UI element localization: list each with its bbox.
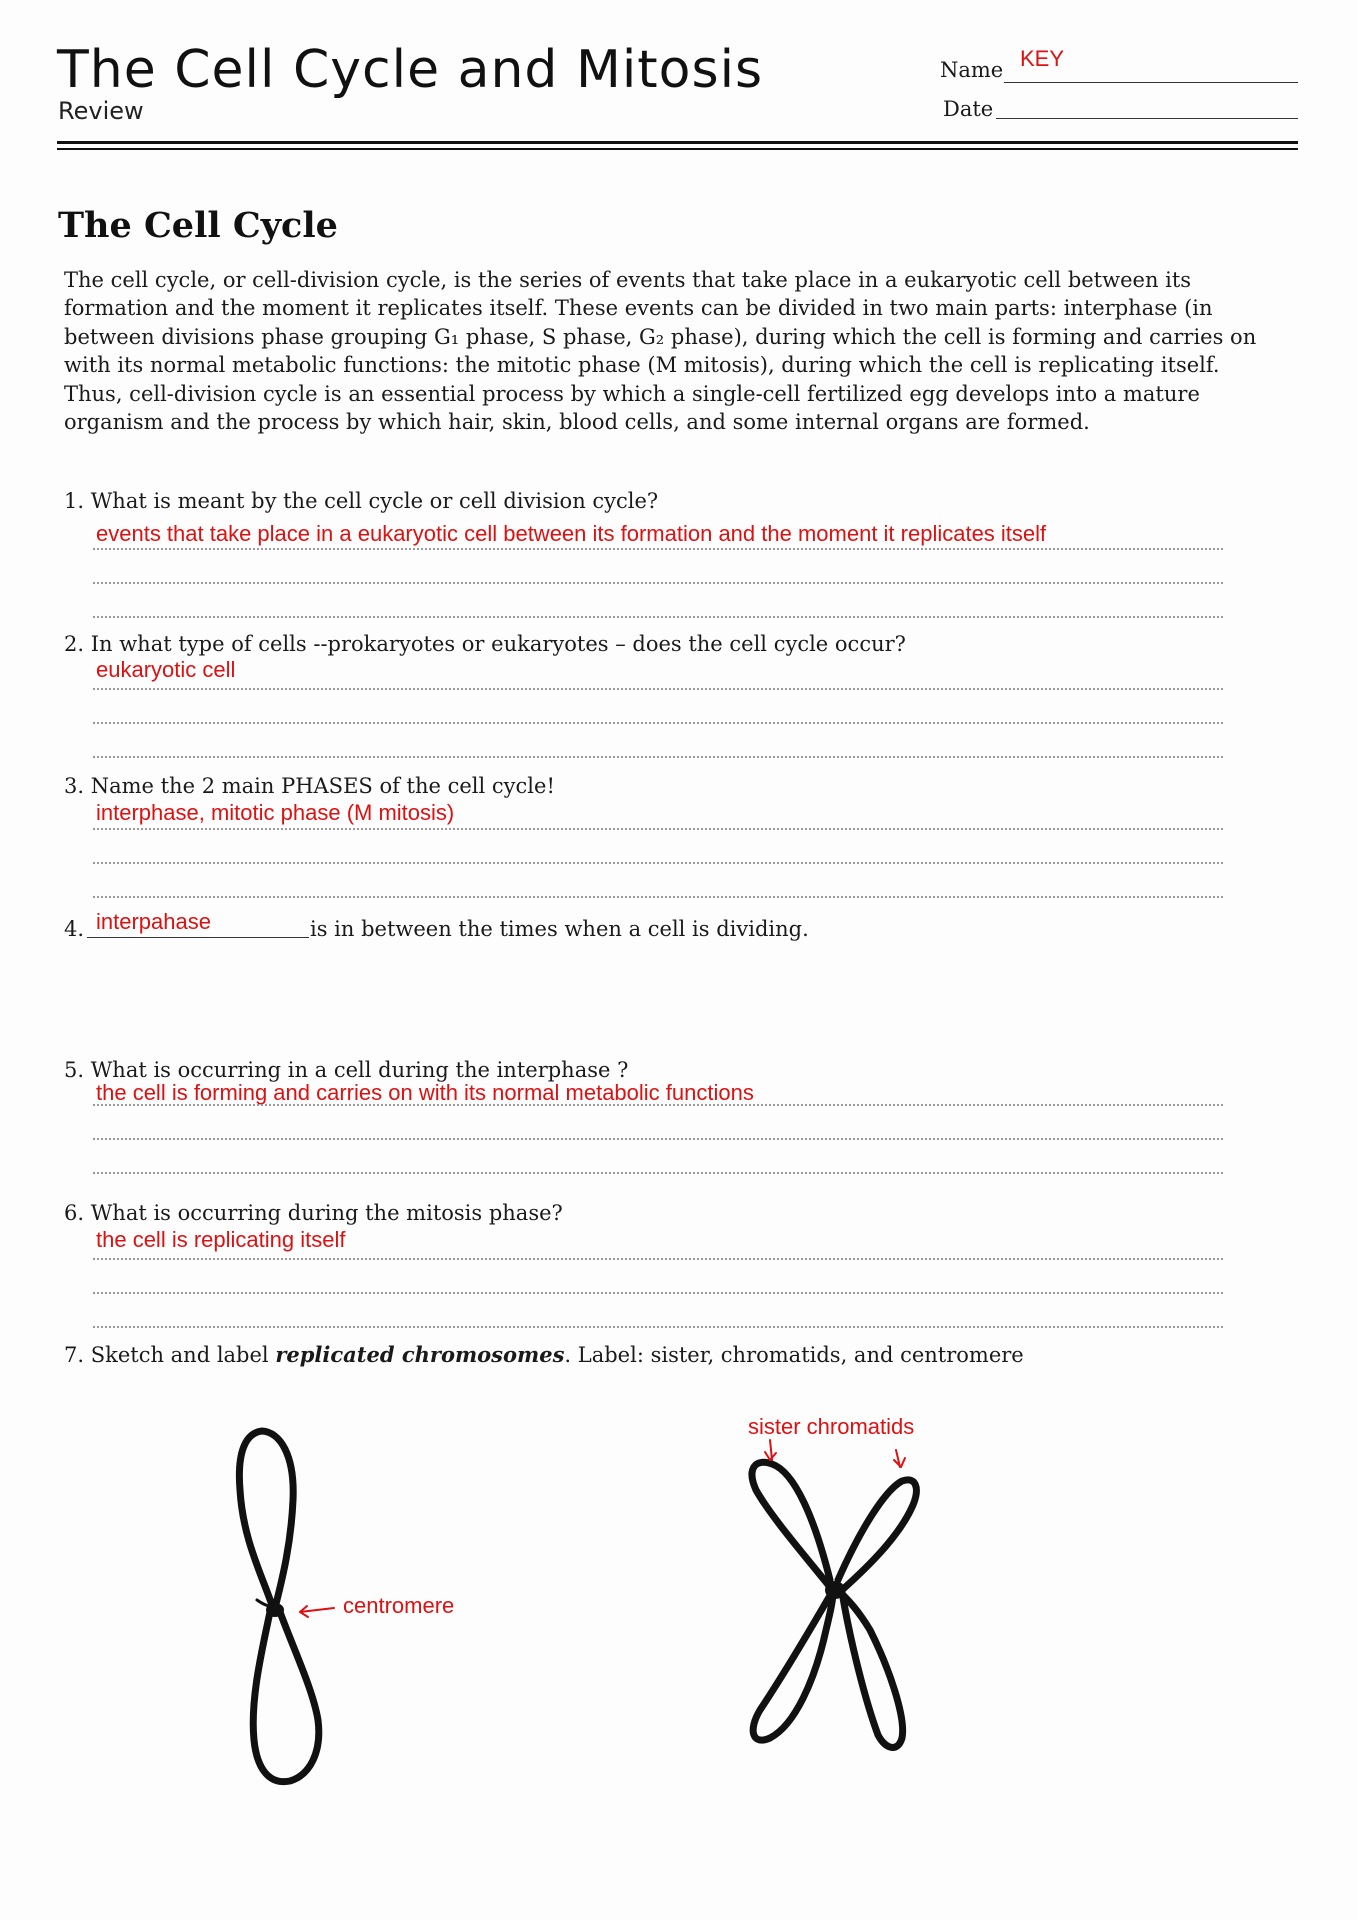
answer-4: interpahase: [96, 909, 211, 934]
answer-6: the cell is replicating itself: [96, 1227, 346, 1252]
question-2: 2. In what type of cells --prokaryotes or eukaryotes – does the cell cycle occur?: [64, 632, 906, 656]
date-label: Date: [943, 97, 994, 121]
question-7-emphasis: replicated chromosomes: [275, 1342, 565, 1367]
page-title: The Cell Cycle and Mitosis: [57, 40, 764, 100]
question-1: 1. What is meant by the cell cycle or cell division cycle?: [64, 489, 659, 513]
answer-1: events that take place in a eukaryotic cell between its formation and the moment it replicates itself: [96, 521, 1047, 546]
centromere-label: centromere: [343, 1593, 455, 1618]
question-4-text: is in between the times when a cell is dividing.: [310, 917, 809, 941]
question-3: 3. Name the 2 main PHASES of the cell cycle!: [64, 774, 555, 798]
question-7-prefix: 7. Sketch and label: [64, 1343, 276, 1367]
name-label: Name: [940, 58, 1004, 82]
page-subtitle: Review: [58, 97, 144, 125]
answer-5: the cell is forming and carries on with its normal metabolic functions: [96, 1080, 754, 1105]
answer-3: interphase, mitotic phase (M mitosis): [96, 800, 455, 825]
section-heading: The Cell Cycle: [58, 205, 338, 246]
question-4-number: 4.: [64, 917, 85, 941]
question-7-suffix: . Label: sister, chromatids, and centromere: [564, 1343, 1024, 1367]
intro-paragraph: The cell cycle, or cell-division cycle, is the series of events that take place in a eukaryotic cell between its formation and the moment it replicates itself. These events can be divided in two main parts: interphase (in between divisions phase grouping G₁ phase, S phase, G₂ phase), during which the cell is forming and carries on with its normal metabolic functions: the mitotic phase (M mitosis), during which the cell is replicating itself. Thus, cell-division cycle is an essential process by which a single-cell fertilized egg develops into a mature organism and the process by which hair, skin, blood cells, and some internal organs are formed.: [64, 268, 1257, 435]
name-value: KEY: [1020, 46, 1065, 71]
question-6: 6. What is occurring during the mitosis phase?: [64, 1201, 563, 1225]
question-5: 5. What is occurring in a cell during the interphase ?: [64, 1058, 629, 1082]
answer-2: eukaryotic cell: [96, 657, 236, 682]
sister-chromatids-label: sister chromatids: [748, 1414, 915, 1439]
